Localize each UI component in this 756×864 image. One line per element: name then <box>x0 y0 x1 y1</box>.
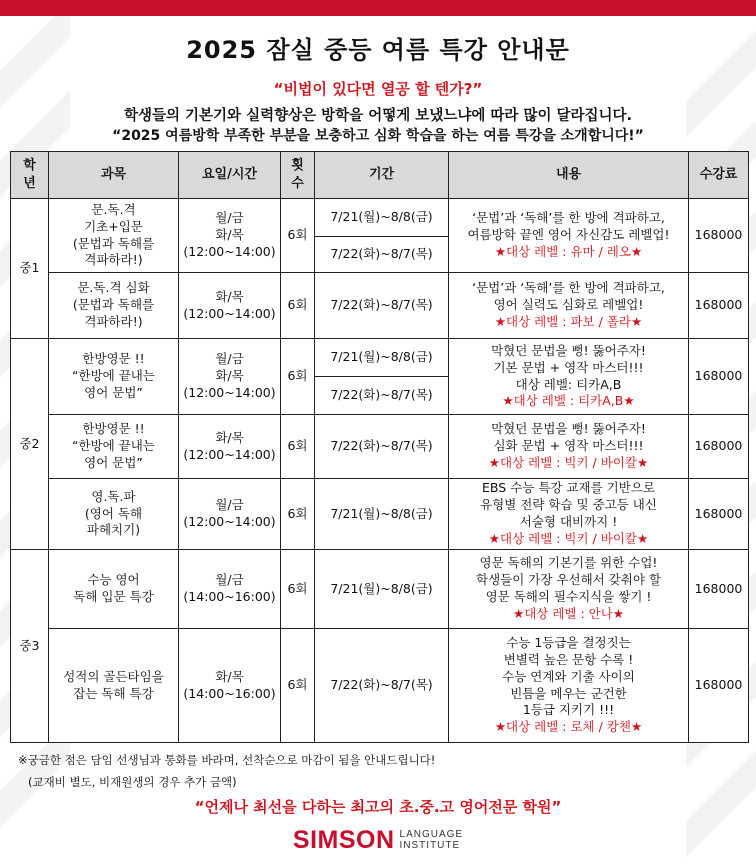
header-period: 기간 <box>315 152 449 199</box>
schedule-cell: 화/목 (14:00~16:00) <box>179 629 281 743</box>
course-cell: 한방영문 !! “한방에 끝내는 영어 문법” <box>49 415 179 479</box>
academy-motto: “언제나 최선을 다하는 최고의 초.중.고 영어전문 학원” <box>194 798 562 816</box>
header-course: 과목 <box>49 152 179 199</box>
notice-line-2: (교재비 별도, 비재원생의 경우 추가 금액) <box>28 775 237 789</box>
target-level: ★대상 레벨 : 티카A,B★ <box>502 393 635 409</box>
header-sessions: 횟 수 <box>281 152 315 199</box>
fee-cell: 168000 <box>689 550 749 629</box>
header-schedule: 요일/시간 <box>179 152 281 199</box>
top-red-bar <box>0 0 756 16</box>
content-cell <box>449 273 689 339</box>
content-cell <box>449 629 689 743</box>
header-content: 내용 <box>449 152 689 199</box>
sessions-cell: 6회 <box>281 415 315 479</box>
grade-cell: 중1 <box>11 199 49 339</box>
schedule-cell: 화/목 (12:00~14:00) <box>179 273 281 339</box>
page-title: 2025 잠실 중등 여름 특강 안내문 <box>186 36 570 64</box>
schedule-cell: 월/금 (14:00~16:00) <box>179 550 281 629</box>
content-text: ‘문법’과 ‘독해’를 한 방에 격파하고, 영어 실력도 심화로 레벨업! <box>472 280 665 313</box>
fee-cell: 168000 <box>689 479 749 550</box>
content-cell <box>449 415 689 479</box>
table-row <box>11 273 749 339</box>
intro-line-2: “2025 여름방학 부족한 부분을 보충하고 심화 학습을 하는 여름 특강을 소개합니다!” <box>112 128 644 144</box>
grade-cell: 중2 <box>11 339 49 550</box>
content-text: 수능 1등급을 결정짓는 변별력 높은 문항 수록 ! 수능 연계와 기출 사이의 빈틈을 메우는 군건한 1등급 지키기 !!! <box>502 634 635 718</box>
sessions-cell: 6회 <box>281 199 315 273</box>
content-text: EBS 수능 특강 교재를 기반으로 유형별 전략 학습 및 중고등 내신 서술형 대비까지 ! <box>480 480 657 529</box>
period-cell: 7/22(화)~8/7(목) <box>315 629 449 743</box>
content-cell <box>449 339 689 415</box>
period-cell: 7/22(화)~8/7(목) <box>315 237 449 273</box>
schedule-cell: 월/금 화/목 (12:00~14:00) <box>179 199 281 273</box>
course-cell: 문.독.격 기초+입문 (문법과 독해를 격파하라!) <box>49 199 179 273</box>
logo-sub-text <box>400 830 464 851</box>
fee-cell: 168000 <box>689 199 749 273</box>
period-cell: 7/22(화)~8/7(목) <box>315 377 449 415</box>
schedule-table <box>10 151 749 743</box>
simson-logo <box>0 826 756 855</box>
table-row <box>11 199 749 237</box>
course-cell: 성적의 골든타임을 잡는 독해 특강 <box>49 629 179 743</box>
content-text: 영문 독해의 기본기를 위한 수업! 학생들이 가장 우선해서 갖춰야 할 영문 독해의 필수지식을 쌓기 ! <box>476 555 661 604</box>
content-cell <box>449 199 689 273</box>
target-level: ★대상 레벨 : 파보 / 폴라★ <box>494 313 643 329</box>
sessions-cell: 6회 <box>281 339 315 415</box>
logo-main-text: SIMSON <box>292 826 395 854</box>
period-cell: 7/21(월)~8/8(금) <box>315 339 449 377</box>
schedule-cell: 화/목 (12:00~14:00) <box>179 415 281 479</box>
period-cell: 7/21(월)~8/8(금) <box>315 199 449 237</box>
content-text: 막혔던 문법을 뻥! 뚫어주자! 심화 문법 + 영작 마스터!!! <box>491 421 646 454</box>
table-row <box>11 550 749 629</box>
target-level: ★대상 레벨 : 빅키 / 바이칼★ <box>488 454 649 470</box>
course-cell: 한방영문 !! “한방에 끝내는 영어 문법” <box>49 339 179 415</box>
period-cell: 7/22(화)~8/7(목) <box>315 273 449 339</box>
target-level: ★대상 레벨 : 빅키 / 바이칼★ <box>488 530 649 546</box>
table-header-row <box>11 152 749 199</box>
target-level: ★대상 레벨 : 안나★ <box>513 605 624 621</box>
content-cell <box>449 550 689 629</box>
course-cell: 영.독.파 (영어 독해 파헤치기) <box>49 479 179 550</box>
slogan: “비법이 있다면 열공 할 텐가?” <box>273 80 483 98</box>
period-cell: 7/21(월)~8/8(금) <box>315 479 449 550</box>
content-cell <box>449 479 689 550</box>
target-level: ★대상 레벨 : 유마 / 레오★ <box>494 243 643 259</box>
fee-cell: 168000 <box>689 415 749 479</box>
period-cell: 7/21(월)~8/8(금) <box>315 550 449 629</box>
grade-cell: 중3 <box>11 550 49 743</box>
notice-line-1: ※궁금한 점은 담임 선생님과 통화를 바라며, 선착순으로 마감이 됨을 안내드립니다! <box>18 753 436 767</box>
sessions-cell: 6회 <box>281 550 315 629</box>
content-text: ‘문법’과 ‘독해’를 한 방에 격파하고, 여름방학 끝엔 영어 자신감도 레벨업! <box>467 210 670 243</box>
table-row <box>11 479 749 550</box>
fee-cell: 168000 <box>689 339 749 415</box>
schedule-cell: 월/금 (12:00~14:00) <box>179 479 281 550</box>
schedule-cell: 월/금 화/목 (12:00~14:00) <box>179 339 281 415</box>
logo-sub-line-2: INSTITUTE <box>399 839 461 851</box>
table-row <box>11 415 749 479</box>
content-text: 막혔던 문법을 뻥! 뚫어주자! 기본 문법 + 영작 마스터!!! 대상 레벨: 티카A,B <box>491 342 646 392</box>
fee-cell: 168000 <box>689 629 749 743</box>
period-cell: 7/22(화)~8/7(목) <box>315 415 449 479</box>
sessions-cell: 6회 <box>281 629 315 743</box>
intro-line-1: 학생들의 기본기와 실력향상은 방학을 어떻게 보냈느냐에 따라 많이 달라집니다. <box>123 108 633 124</box>
table-row <box>11 629 749 743</box>
target-level: ★대상 레벨 : 로체 / 캉첸★ <box>494 719 643 735</box>
header-fee: 수강료 <box>689 152 749 199</box>
sessions-cell: 6회 <box>281 273 315 339</box>
course-cell: 수능 영어 독해 입문 특강 <box>49 550 179 629</box>
logo-sub-line-1: LANGUAGE <box>399 829 464 840</box>
course-cell: 문.독.격 심화 (문법과 독해를 격파하라!) <box>49 273 179 339</box>
sessions-cell: 6회 <box>281 479 315 550</box>
table-row <box>11 339 749 377</box>
header-grade: 학 년 <box>11 152 49 199</box>
fee-cell: 168000 <box>689 273 749 339</box>
